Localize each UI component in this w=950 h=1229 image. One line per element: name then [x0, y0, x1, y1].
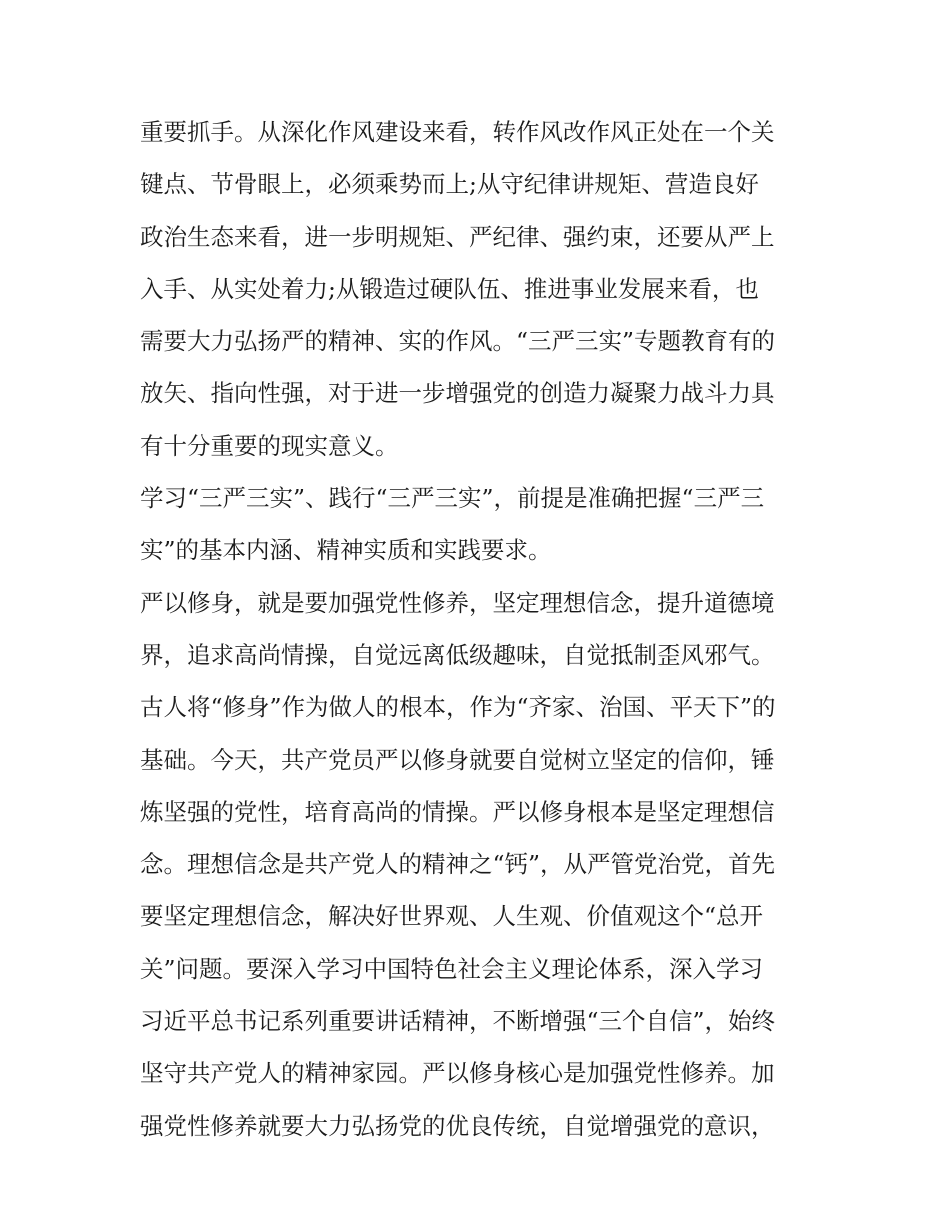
text-line: 古人将“修身”作为做人的根本，作为“齐家、治国、平天下”的: [140, 693, 776, 722]
text-line: 关”问题。要深入学习中国特色社会主义理论体系，深入学习: [140, 954, 764, 983]
body-text: [140, 106, 820, 1152]
text-line: 基础。今天，共产党员严以修身就要自觉树立坚定的信仰，锤: [140, 745, 775, 774]
text-line: 实”的基本内涵、精神实质和实践要求。: [140, 536, 552, 565]
text-line: 严以修身，就是要加强党性修养，坚定理想信念，提升道德境: [140, 588, 775, 617]
text-line: 坚守共产党人的精神家园。严以修身核心是加强党性修养。加: [140, 1059, 775, 1088]
text-line: 需要大力弘扬严的精神、实的作风。“三严三实”专题教育有的: [140, 327, 776, 356]
text-line: 入手、从实处着力;从锻造过硬队伍、推进事业发展来看，也: [140, 274, 759, 303]
text-line: 界，追求高尚情操，自觉远离低级趣味，自觉抵制歪风邪气。: [140, 640, 775, 669]
text-line: 习近平总书记系列重要讲话精神，不断增强“三个自信”，始终: [140, 1007, 776, 1036]
text-line: 放矢、指向性强，对于进一步增强党的创造力凝聚力战斗力具: [140, 379, 775, 408]
text-line: 炼坚强的党性，培育高尚的情操。严以修身根本是坚定理想信: [140, 797, 775, 826]
text-line: 念。理想信念是共产党人的精神之“钙”，从严管党治党，首先: [140, 850, 776, 879]
text-line: 学习“三严三实”、践行“三严三实”，前提是准确把握“三严三: [140, 484, 765, 513]
text-line: 政治生态来看，进一步明规矩、严纪律、强约束，还要从严上: [140, 222, 775, 251]
text-line: 强党性修养就要大力弘扬党的优良传统，自觉增强党的意识，: [140, 1111, 775, 1140]
text-line: 键点、节骨眼上，必须乘势而上;从守纪律讲规矩、营造良好: [140, 170, 759, 199]
text-line: 要坚定理想信念，解决好世界观、人生观、价值观这个“总开: [140, 902, 764, 931]
text-line: 重要抓手。从深化作风建设来看，转作风改作风正处在一个关: [140, 118, 775, 146]
text-line: 有十分重要的现实意义。: [140, 431, 399, 460]
